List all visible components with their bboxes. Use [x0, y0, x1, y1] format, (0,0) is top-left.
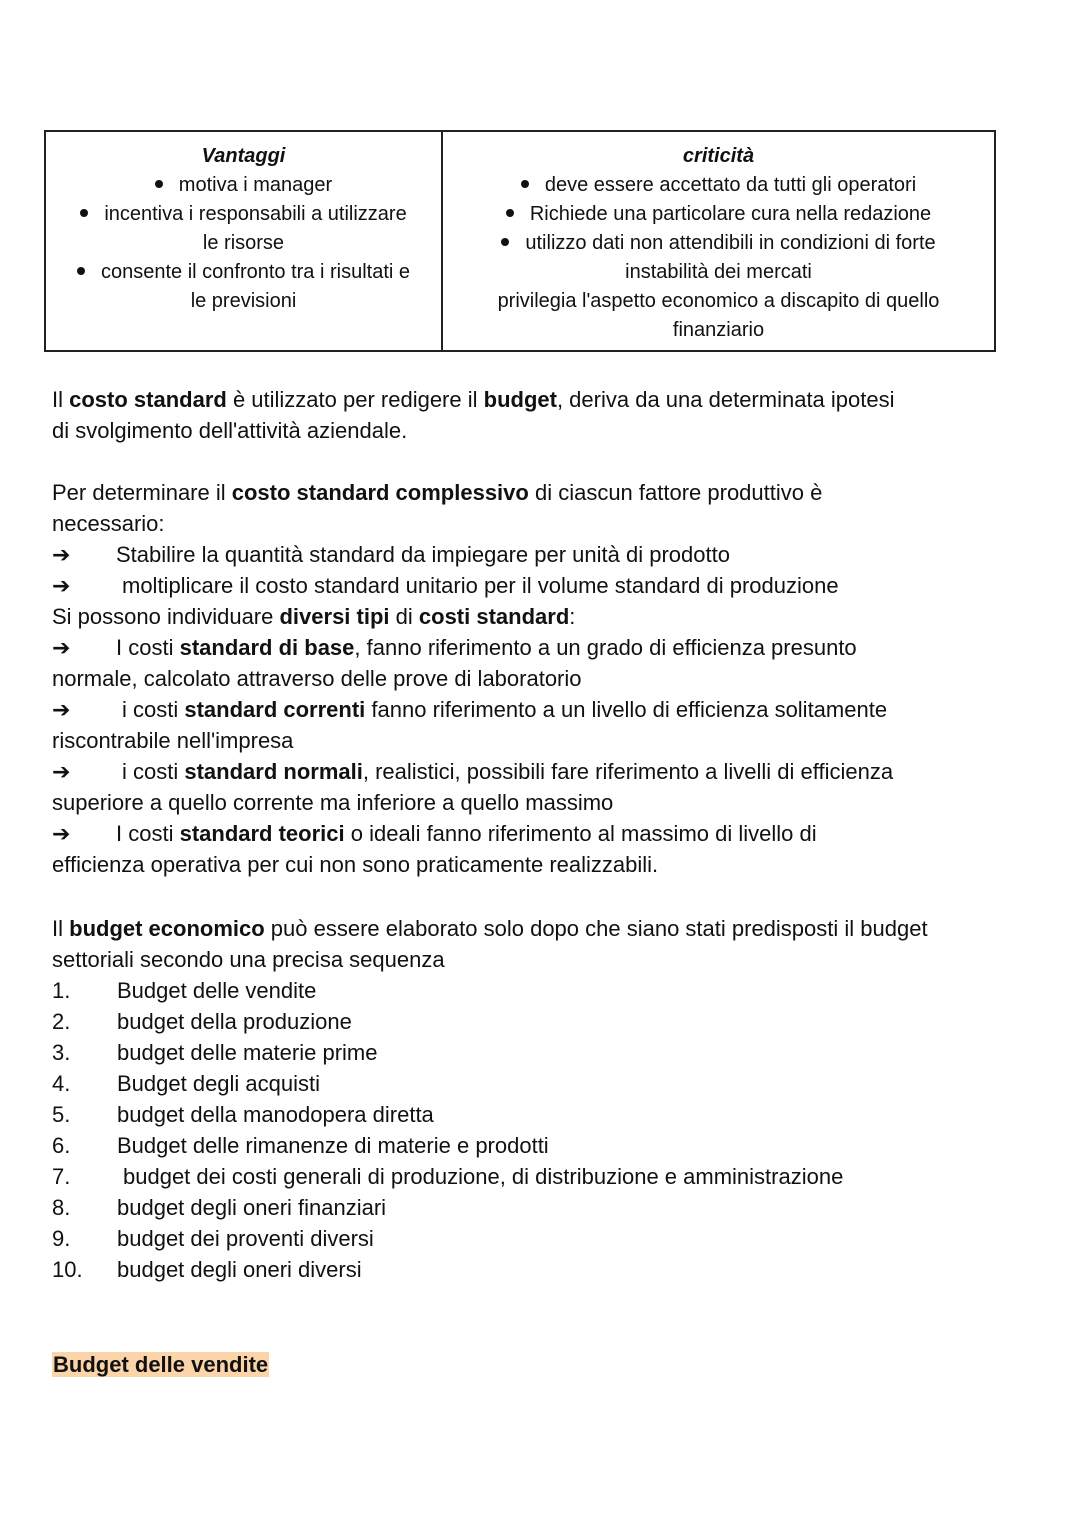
advantage-item: consente il confronto tra i risultati e le previsioni — [46, 258, 441, 316]
criticality-item: deve essere accettato da tutti gli operatori — [443, 171, 994, 200]
criticality-item: Richiede una particolare cura nella redazione — [443, 200, 994, 229]
step-item: ➔ moltiplicare il costo standard unitario per il volume standard di produzione — [52, 570, 1032, 601]
bullet-icon — [80, 209, 88, 217]
bullet-icon — [521, 180, 529, 188]
paragraph-budget-sequence: Il budget economico può essere elaborato solo dopo che siano stati predisposti il budget settoriali secondo una precisa sequenza 1. Budget delle vendite 2. budget della produzione 3. budget delle materie prime 4. Budget degli acquisti 5. budget della manodopera diretta 6. Budget delle rimanenze di materie e prodotti 7. budget dei costi generali di produzione, di distribuzione e amministrazione 8. budget degli oneri finanziari 9. budget dei proventi diversi 10. budget degli oneri diversi — [52, 913, 1032, 1285]
paragraph-standard-cost: Il costo standard è utilizzato per redigere il budget, deriva da una determinata ipotesi di svolgimento dell'attività aziendale. — [52, 387, 895, 443]
list-item: 2. budget della produzione — [52, 1009, 352, 1034]
arrow-icon: ➔ — [52, 697, 71, 722]
list-item: 3. budget delle materie prime — [52, 1040, 378, 1065]
type-item: ➔ i costi standard normali, realistici, possibili fare riferimento a livelli di efficienza superiore a quello corrente ma inferiore a quello massimo — [52, 756, 962, 818]
type-item: ➔ I costi standard di base, fanno riferimento a un grado di efficienza presunto normale, calcolato attraverso delle prove di laboratorio — [52, 632, 932, 694]
advantage-item: incentiva i responsabili a utilizzare le risorse — [46, 200, 441, 258]
arrow-icon: ➔ — [52, 635, 71, 660]
bullet-icon — [501, 238, 509, 246]
advantages-column — [46, 132, 443, 350]
list-item: 9. budget dei proventi diversi — [52, 1226, 374, 1251]
paragraph-standard-cost-types: Per determinare il costo standard complessivo di ciascun fattore produttivo è necessario: ➔ Stabilire la quantità standard da impiegare per unità di prodotto ➔ moltiplicare il costo standard unitario per il volume standard di produzione Si possono individuare diversi tipi di costi standard: ➔ I costi standard di base, fanno riferimento a un grado di efficienza presunto normale, calcolato attraverso delle prove di laboratorio ➔ i costi standard correnti fanno riferimento a un livello di efficienza solitamente riscontrabile nell'impresa ➔ i costi standard normali, realistici, possibili fare riferimento a livelli di efficienza superiore a quello corrente ma inferiore a quello massimo ➔ I costi standard teorici o ideali fanno riferimento al massimo di livello di efficienza operativa per cui non sono praticamente realizzabili. — [52, 477, 1032, 880]
list-item: 5. budget della manodopera diretta — [52, 1102, 434, 1127]
list-item: 8. budget degli oneri finanziari — [52, 1195, 387, 1220]
criticalities-list — [443, 171, 994, 287]
list-item: 4. Budget degli acquisti — [52, 1071, 321, 1096]
section-heading — [52, 1349, 1032, 1380]
type-item: ➔ i costi standard correnti fanno riferimento a un livello di efficienza solitamente riscontrabile nell'impresa — [52, 694, 952, 756]
type-item: ➔ I costi standard teorici o ideali fanno riferimento al massimo di livello di efficienza operativa per cui non sono praticamente realizzabili. — [52, 818, 892, 880]
advantage-item: motiva i manager — [46, 171, 441, 200]
list-item: 10. budget degli oneri diversi — [52, 1257, 362, 1282]
arrow-icon: ➔ — [52, 821, 71, 846]
criticalities-title: criticità — [682, 145, 755, 167]
comparison-table — [44, 130, 996, 352]
arrow-icon: ➔ — [52, 542, 71, 567]
list-item: 6. Budget delle rimanenze di materie e prodotti — [52, 1133, 549, 1158]
arrow-icon: ➔ — [52, 573, 71, 598]
step-item: ➔ Stabilire la quantità standard da impiegare per unità di prodotto — [52, 539, 1032, 570]
arrow-icon: ➔ — [52, 759, 71, 784]
criticalities-column — [443, 132, 994, 350]
criticality-item: utilizzo dati non attendibili in condizioni di forte instabilità dei mercati — [443, 229, 994, 287]
criticality-extra: privilegia l'aspetto economico a discapito di quello finanziario — [497, 290, 940, 341]
list-item: 1. Budget delle vendite — [52, 978, 317, 1003]
highlighted-heading: Budget delle vendite — [53, 1352, 269, 1377]
bullet-icon — [77, 267, 85, 275]
bullet-icon — [155, 180, 163, 188]
list-item: 7. budget dei costi generali di produzione, di distribuzione e amministrazione — [52, 1164, 844, 1189]
advantages-title: Vantaggi — [201, 145, 286, 167]
bullet-icon — [506, 209, 514, 217]
advantages-list — [46, 171, 441, 316]
